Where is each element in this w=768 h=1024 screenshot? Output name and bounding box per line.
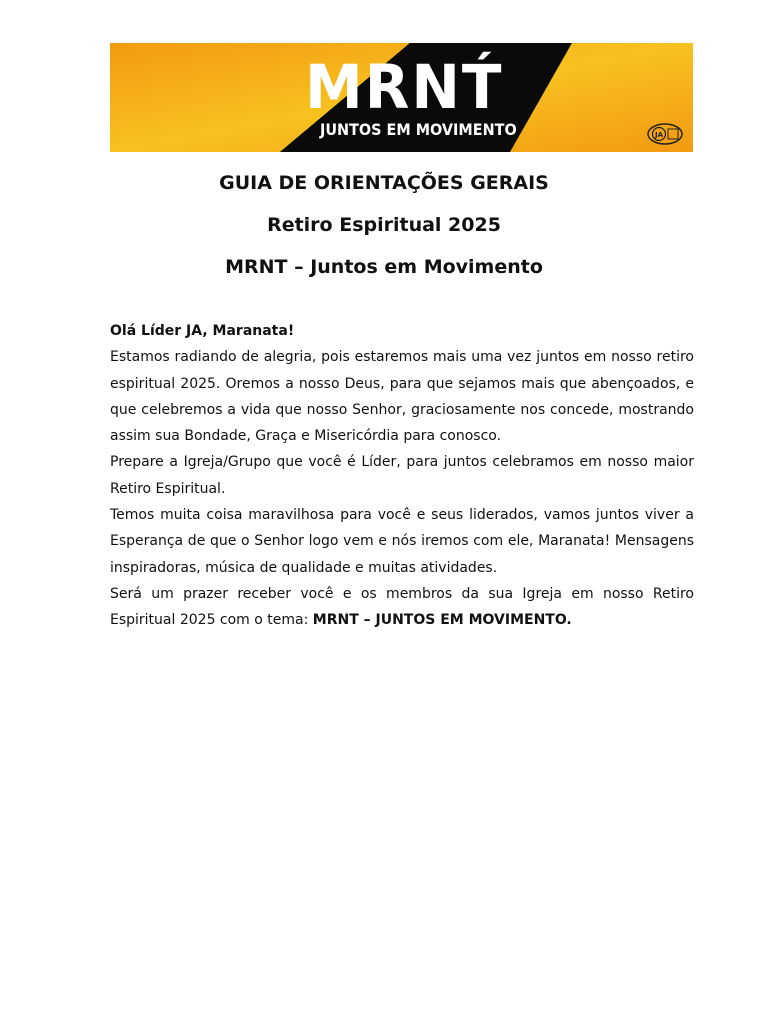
logo-wordmark: MRNT́ [305,51,504,123]
paragraph-intro: Estamos radiando de alegria, pois estaremos mais uma vez juntos em nosso retiro espiritual 2025. Oremos a nosso Deus, para que sejamos mais que abençoados, e que celebremos a vida que nosso Senhor, graciosamente nos concede, mostrando assim sua Bondade, Graça e Misericórdia para conosco. [110,349,694,445]
document-title: GUIA DE ORIENTAÇÕES GERAIS [219,172,549,194]
paragraph-invitation [110,581,694,634]
ja-seal-icon [647,123,683,145]
logo-tagline: JUNTOS EM MOVIMENTO [320,120,517,139]
document-body [110,318,694,634]
paragraph-activities: Temos muita coisa maravilhosa para você e seus liderados, vamos juntos viver a Esperança de que o Senhor logo vem e nós iremos com ele, Maranata! Mensagens inspiradoras, música de qualidade e muitas atividades. [110,507,694,576]
paragraph-prepare: Prepare a Igreja/Grupo que você é Líder, para juntos celebramos em nosso maior Retiro Espiritual. [110,454,694,497]
seal-label: JA [654,131,664,139]
invitation-text: Será um prazer receber você e os membros da sua Igreja em nosso Retiro Espiritual 2025 com o tema: [110,585,694,629]
document-theme-title: MRNT – Juntos em Movimento [225,256,543,278]
document-subtitle: Retiro Espiritual 2025 [267,214,501,236]
greeting: Olá Líder JA, Maranata! [110,323,295,339]
theme-name: MRNT – JUNTOS EM MOVIMENTO. [312,612,572,629]
header-banner [110,43,693,152]
